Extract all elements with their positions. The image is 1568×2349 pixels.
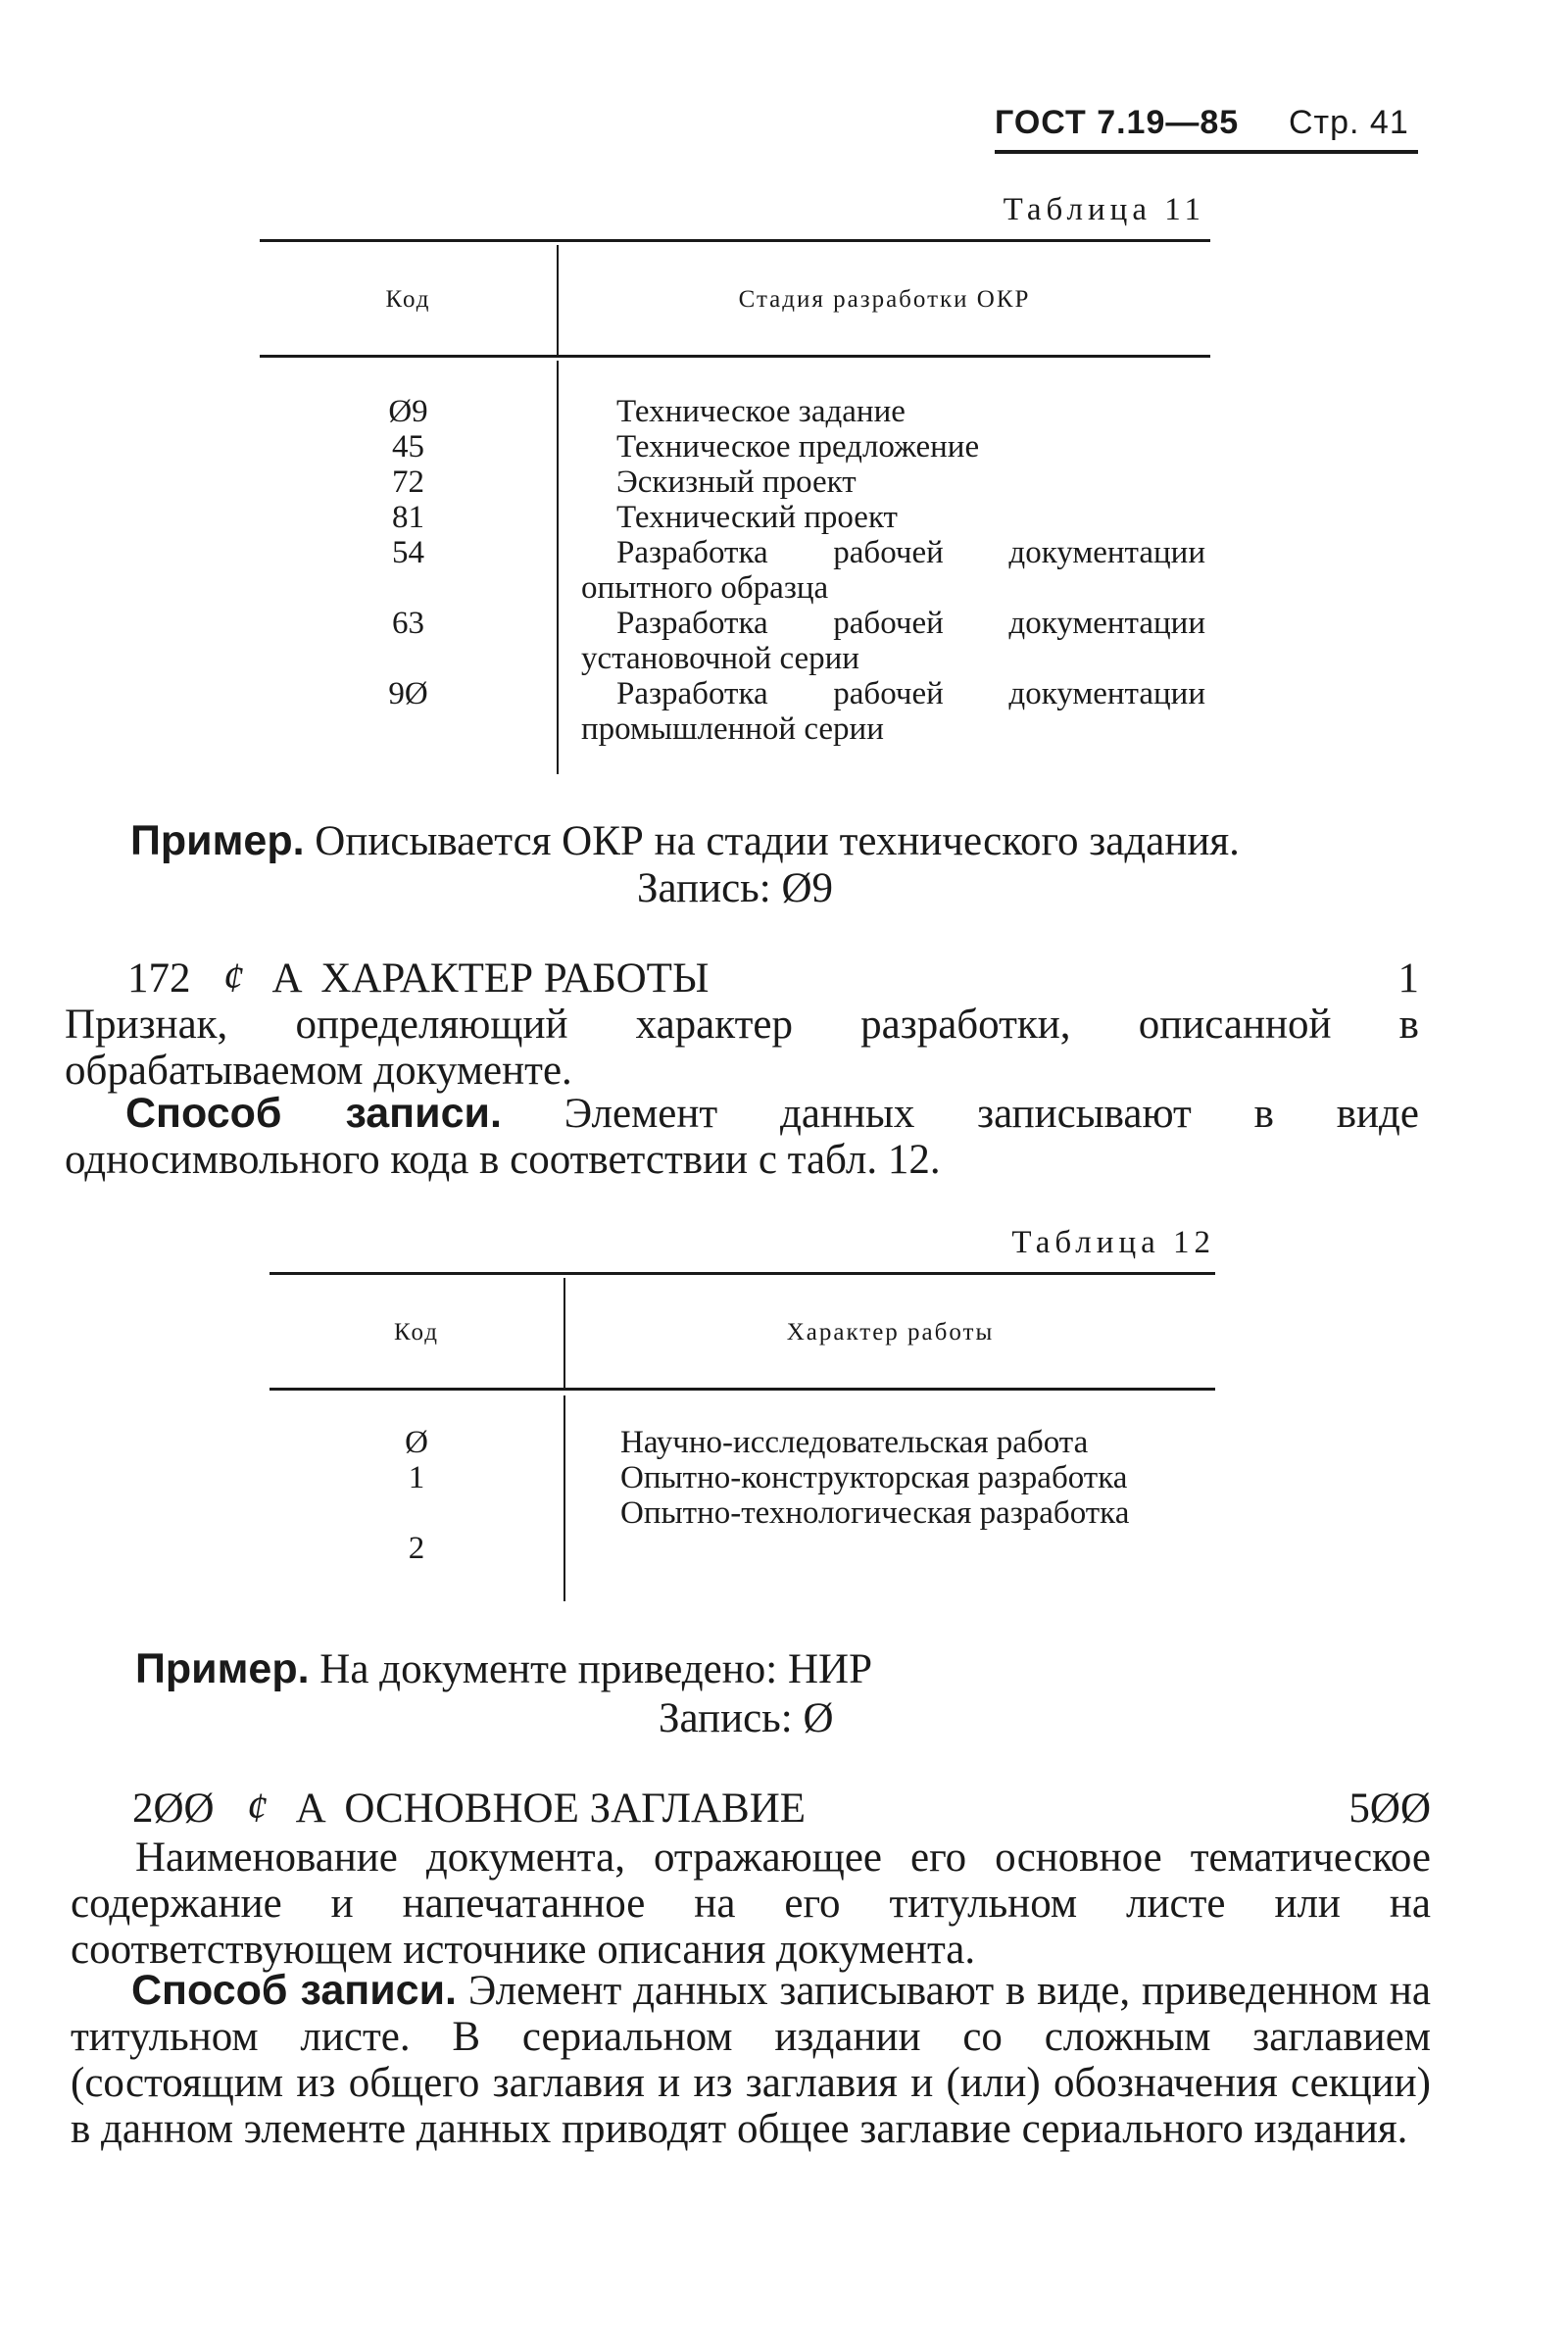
table-row-code: 2 xyxy=(408,1531,425,1566)
method-text: Элемент данных записывают в виде односимвольного кода в соответствии с табл. 12. xyxy=(65,1091,1419,1183)
example-label: Пример. xyxy=(135,1645,310,1692)
field-length: 1 xyxy=(1397,955,1419,1002)
table-row-stage: Техническое предложение xyxy=(616,429,980,465)
field-200-method xyxy=(71,1968,1431,2152)
field-172-method xyxy=(65,1091,1419,1183)
field-200-title xyxy=(132,1786,806,1832)
header-rule xyxy=(995,150,1418,154)
table-row-stage: Эскизный проект xyxy=(616,465,857,500)
field-mark: ȼ xyxy=(222,955,244,1002)
table-row-stage: Техническое задание xyxy=(616,394,906,429)
column-header-code: Код xyxy=(385,286,431,313)
field-number: 172 xyxy=(127,955,191,1002)
field-type: А xyxy=(295,1786,326,1832)
column-header-stage: Стадия разработки ОКР xyxy=(738,286,1031,313)
table-body-divider xyxy=(557,361,559,774)
page-number: Стр. 41 xyxy=(1289,104,1409,141)
example-2-record: Запись: Ø xyxy=(659,1695,834,1741)
table-row-stage: Разработка рабочей документации установочной серии xyxy=(581,606,1205,676)
table-top-rule xyxy=(270,1272,1215,1275)
field-172-title xyxy=(127,955,709,1002)
example-1 xyxy=(130,818,1240,864)
table-row-code: 45 xyxy=(392,429,424,465)
example-text: На документе приведено: НИР xyxy=(319,1646,872,1692)
table-row-work: Научно-исследовательская работа xyxy=(620,1425,1089,1460)
example-1-record: Запись: Ø9 xyxy=(637,865,834,911)
table-row-code: Ø xyxy=(405,1425,428,1460)
table-row-code: 81 xyxy=(392,500,424,535)
field-length: 5ØØ xyxy=(1348,1786,1431,1832)
example-label: Пример. xyxy=(130,817,305,864)
table-header-rule xyxy=(270,1388,1215,1391)
field-title: ХАРАКТЕР РАБОТЫ xyxy=(320,955,710,1002)
table-row-work: Опытно-технологическая разработка xyxy=(620,1495,1130,1531)
field-mark: ȼ xyxy=(246,1786,268,1832)
field-title: ОСНОВНОЕ ЗАГЛАВИЕ xyxy=(344,1786,807,1832)
table-body-divider xyxy=(564,1395,565,1601)
table-row-code: 72 xyxy=(392,465,424,500)
document-code: ГОСТ 7.19—85 xyxy=(995,104,1240,141)
method-label: Способ записи. xyxy=(131,1967,457,2014)
table-11 xyxy=(260,235,1210,779)
table-row-code: Ø9 xyxy=(388,394,428,429)
example-text: Описывается ОКР на стадии технического задания. xyxy=(315,818,1240,864)
table-row-code: 63 xyxy=(392,606,424,641)
table-row-code: 9Ø xyxy=(388,676,428,711)
table-top-rule xyxy=(260,239,1210,242)
table-header-rule xyxy=(260,355,1210,358)
table-12 xyxy=(270,1268,1215,1606)
field-172-definition: Признак, определяющий характер разработки, описанной в обрабатываемом документе. xyxy=(65,1002,1419,1094)
field-200-definition: Наименование документа, отражающее его основное тематическое содержание и напечатанное на его титульном листе или на соответствующем источнике описания документа. xyxy=(71,1835,1431,1973)
column-header-work: Характер работы xyxy=(786,1319,995,1346)
table-row-stage: Технический проект xyxy=(616,500,898,535)
example-2 xyxy=(135,1646,872,1692)
table-11-caption: Таблица 11 xyxy=(1003,192,1205,227)
column-header-code: Код xyxy=(394,1319,439,1346)
field-type: А xyxy=(271,955,303,1002)
table-row-work: Опытно-конструкторская разработка xyxy=(620,1460,1128,1495)
table-row-stage: Разработка рабочей документации опытного образца xyxy=(581,535,1205,606)
method-label: Способ записи. xyxy=(125,1090,502,1137)
table-row-code: 54 xyxy=(392,535,424,570)
table-12-caption: Таблица 12 xyxy=(1011,1225,1215,1260)
field-number: 2ØØ xyxy=(132,1786,215,1832)
table-row-stage: Разработка рабочей документации промышленной серии xyxy=(581,676,1205,747)
method-text: Элемент данных записывают в виде, приведенном на титульном листе. В сериальном издании со сложным заглавием (состоящим из общего заглавия и из заглавия и (или) обозначения секции) в данном элементе данных приводят общее заглавие сериального издания. xyxy=(71,1968,1431,2152)
table-row-code: 1 xyxy=(408,1460,425,1495)
